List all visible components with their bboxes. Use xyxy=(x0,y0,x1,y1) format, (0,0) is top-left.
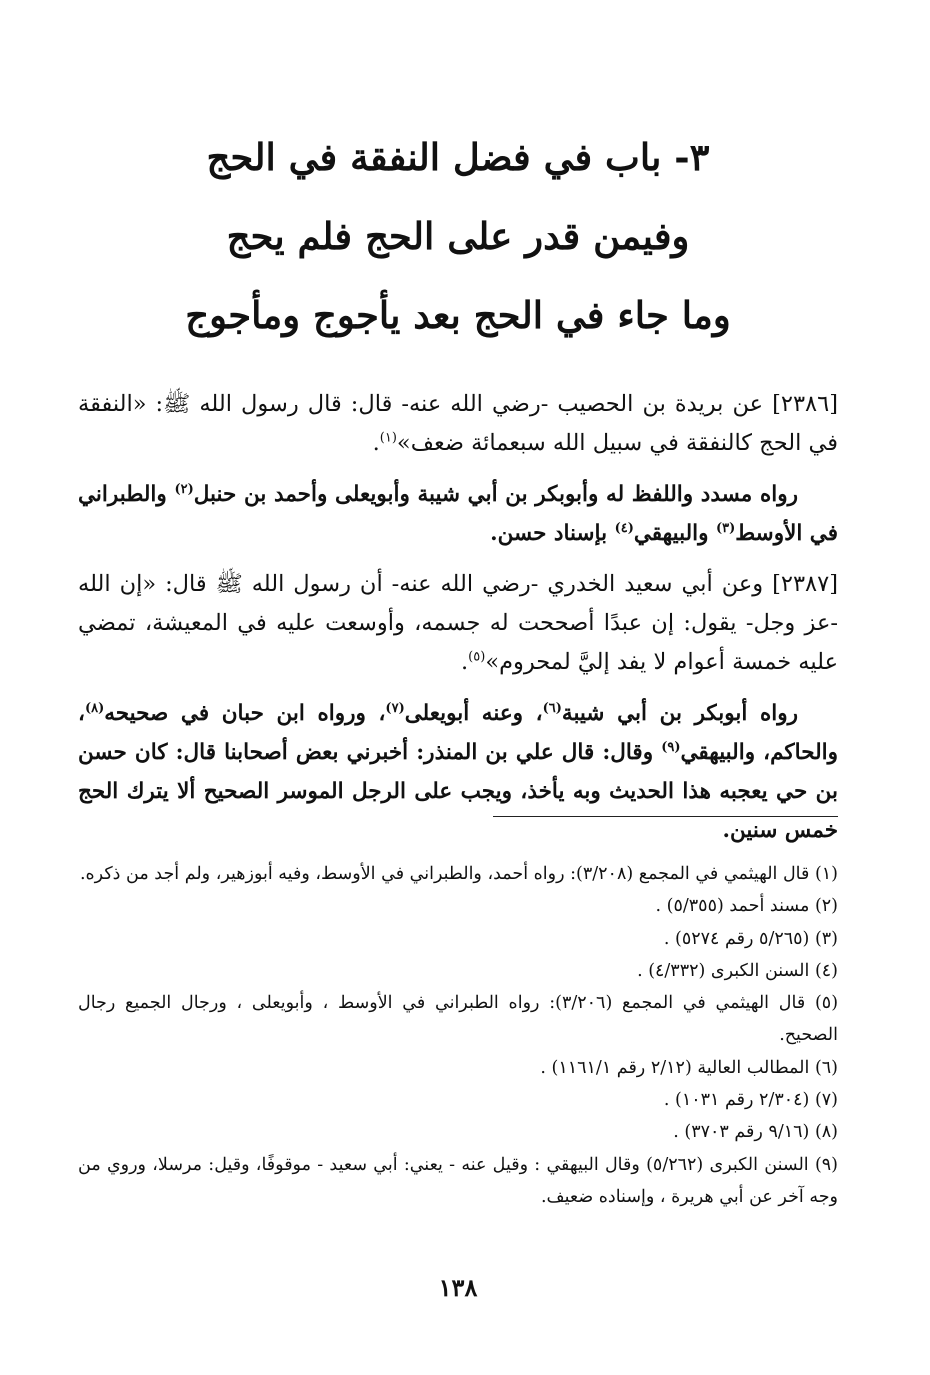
chapter-title-line-3: وما جاء في الحج بعد يأجوج ومأجوج xyxy=(185,293,731,337)
footnote-7 xyxy=(78,1084,838,1116)
hadith-2387-text: [٢٣٨٧] وعن أبي سعيد الخدري -رضي الله عنه- أن رسول الله ﷺ قال: «إن الله -عز وجل- يقول: إن عبدًا أصححت له جسمه، وأوسعت عليه في المعيشة، تمضي عليه خمسة أعوام لا يفد إليَّ لمحروم» xyxy=(78,571,838,675)
footnotes xyxy=(78,858,838,1213)
footnote-number: (٤) xyxy=(814,960,838,981)
footnote-ref-8: (٨) xyxy=(84,700,105,716)
narration-1-part4: بإسناد حسن. xyxy=(490,521,615,546)
footnote-text: قال الهيثمي في المجمع (٣/٢٠٦): رواه الطبراني في الأوسط ، وأبويعلى ، ورجال الجميع رجال الصحيح. xyxy=(78,993,838,1046)
book-page xyxy=(78,0,838,1375)
footnote-text: (٢/٣٠٤ رقم ١٠٣١) . xyxy=(663,1090,815,1111)
footnote-ref-6: (٦) xyxy=(542,700,562,716)
hadith-2387-end: . xyxy=(461,649,469,675)
narration-1-part3: والبيهقي xyxy=(633,521,716,546)
chapter-title-line-2: وفيمن قدر على الحج فلم يحج xyxy=(226,214,690,258)
narration-2 xyxy=(78,694,838,850)
narration-2-part3: ، ورواه ابن حبان في صحيحه xyxy=(104,701,386,726)
narration-2-part4: ، والحاكم، والبيهقي xyxy=(78,701,838,765)
footnote-ref-9: (٩) xyxy=(661,739,681,755)
footnote-number: (٢) xyxy=(814,896,838,917)
footnote-ref-2: (٢) xyxy=(174,481,194,497)
narration-1 xyxy=(78,475,838,553)
footnote-number: (٦) xyxy=(814,1057,838,1078)
footnote-3 xyxy=(78,923,838,955)
chapter-title xyxy=(78,118,838,355)
footnote-2 xyxy=(78,890,838,922)
footnote-8 xyxy=(78,1116,838,1148)
footnote-5 xyxy=(78,987,838,1052)
footnote-ref-7: (٧) xyxy=(385,700,405,716)
narration-2-part1: رواه أبوبكر بن أبي شيبة xyxy=(561,701,798,726)
page-number: ١٣٨ xyxy=(438,1273,478,1302)
narration-1-part2: والطبراني في الأوسط xyxy=(78,482,838,546)
footnote-text: (٥/٢٦٥ رقم ٥٢٧٤) . xyxy=(663,928,815,949)
footnote-text: المطالب العالية (٢/١٢ رقم ١١٦١/١) . xyxy=(540,1057,815,1078)
hadith-2386-end: . xyxy=(372,430,380,456)
hadith-2386-text: [٢٣٨٦] عن بريدة بن الحصيب -رضي الله عنه- قال: قال رسول الله ﷺ: «النفقة في الحج كالنفقة في سبيل الله سبعمائة ضعف» xyxy=(78,391,838,456)
footnote-6 xyxy=(78,1052,838,1084)
hadith-2386 xyxy=(78,385,838,463)
narration-1-part1: رواه مسدد واللفظ له وأبوبكر بن أبي شيبة وأبويعلى وأحمد بن حنبل xyxy=(193,482,798,507)
footnote-number: (٧) xyxy=(814,1090,838,1111)
footnote-number: (٥) xyxy=(814,993,839,1014)
footnote-text: السنن الكبرى (٤/٣٣٢) . xyxy=(637,960,815,981)
footnote-9 xyxy=(78,1149,838,1214)
footnote-1 xyxy=(78,858,838,890)
footnote-ref-4: (٤) xyxy=(614,520,634,536)
footnote-number: (١) xyxy=(814,864,838,884)
narration-2-part2: ، وعنه أبويعلى xyxy=(404,701,543,726)
chapter-title-line-1: ٣- باب في فضل النفقة في الحج xyxy=(206,135,710,179)
footnote-4 xyxy=(78,955,838,987)
footnote-number: (٣) xyxy=(814,928,838,949)
footnote-text: مسند أحمد (٥/٣٥٥) . xyxy=(655,896,815,917)
footnote-ref-5: (٥) xyxy=(468,649,486,665)
footnote-ref-3: (٣) xyxy=(715,520,736,536)
hadith-2387 xyxy=(78,565,838,682)
footnote-divider xyxy=(493,816,838,817)
narration-2-part5: وقال: قال علي بن المنذر: أخبرني بعض أصحابنا قال: كان حسن بن حي يعجبه هذا الحديث وبه يأخذ، ويجب على الرجل الموسر الصحيح ألا يترك الحج خمس سنين. xyxy=(78,740,838,843)
footnote-number: (٩) xyxy=(814,1154,838,1175)
footnote-text: قال الهيثمي في المجمع (٣/٢٠٨): رواه أحمد، والطبراني في الأوسط، وفيه أبوزهير، ولم أجد من ذكره. xyxy=(79,864,815,884)
footnote-ref-1: (١) xyxy=(379,430,397,446)
footnote-text: (٩/١٦ رقم ٣٧٠٣) . xyxy=(673,1122,815,1143)
footnote-number: (٨) xyxy=(814,1122,838,1143)
footnote-text: السنن الكبرى (٥/٢٦٢) وقال البيهقي : وقيل عنه - يعني: أبي سعيد - موقوفًا، وقيل: مرسلا، وروي من وجه آخر عن أبي هريرة ، وإسناده ضعيف. xyxy=(78,1154,838,1207)
